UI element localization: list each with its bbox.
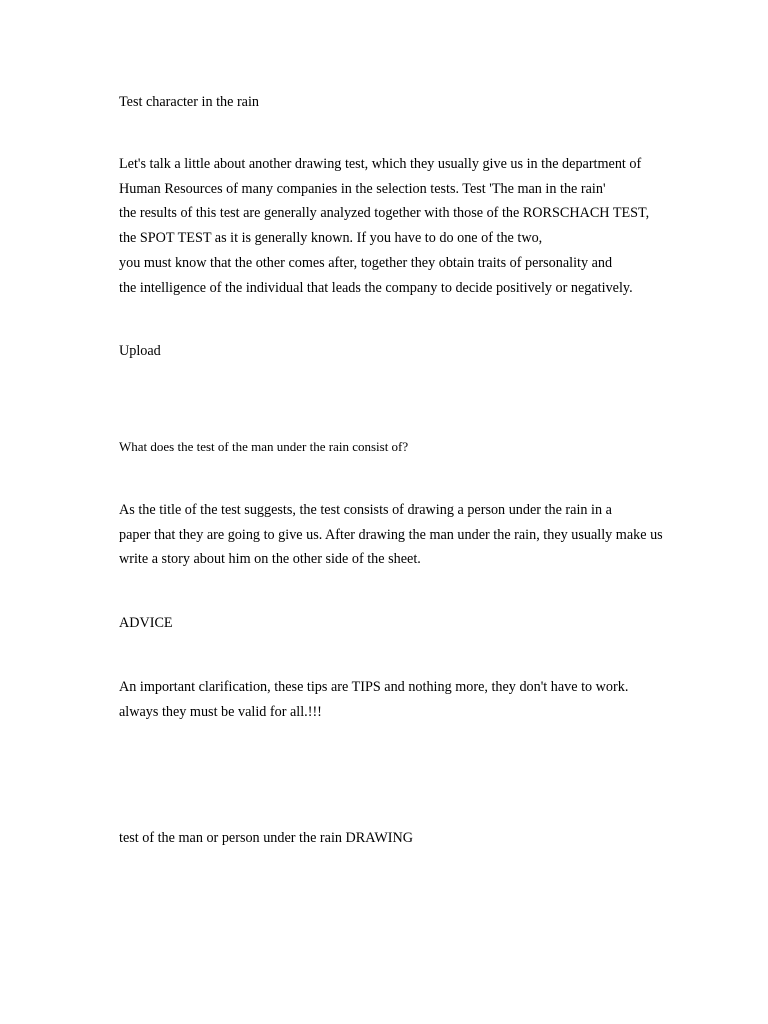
answer-paragraph [119,498,679,572]
intro-line: Let's talk a little about another drawing test, which they usually give us in the department of [119,156,642,172]
drawing-heading [119,826,679,851]
advice-paragraph [119,675,679,724]
answer-line: As the title of the test suggests, the test consists of drawing a person under the rain in a [119,502,612,518]
advice-heading-text: ADVICE [119,615,173,631]
title-text: Test character in the rain [119,94,260,110]
upload-text: Upload [119,343,161,359]
advice-line: always they must be valid for all.!!! [119,703,322,720]
intro-line: the results of this test are generally analyzed together with those of the RORSCHACH TEST, [119,205,650,222]
intro-line: you must know that the other comes after, together they obtain traits of personality and [119,254,613,271]
upload-label [119,339,679,364]
intro-line: the intelligence of the individual that leads the company to decide positively or negatively. [119,279,633,296]
answer-line: write a story about him on the other side of the sheet. [119,551,421,568]
drawing-heading-text: test of the man or person under the rain DRAWING [119,830,413,846]
question-text: What does the test of the man under the rain consist of? [119,439,409,454]
answer-line: paper that they are going to give us. After drawing the man under the rain, they usually make us [119,526,663,543]
document-title [119,90,679,115]
question-heading [119,435,679,460]
advice-heading [119,611,679,636]
intro-paragraph [119,152,679,300]
advice-line: An important clarification, these tips are TIPS and nothing more, they don't have to work. [119,679,629,695]
intro-line: the SPOT TEST as it is generally known. If you have to do one of the two, [119,230,543,247]
intro-line: Human Resources of many companies in the selection tests. Test 'The man in the rain' [119,180,606,197]
